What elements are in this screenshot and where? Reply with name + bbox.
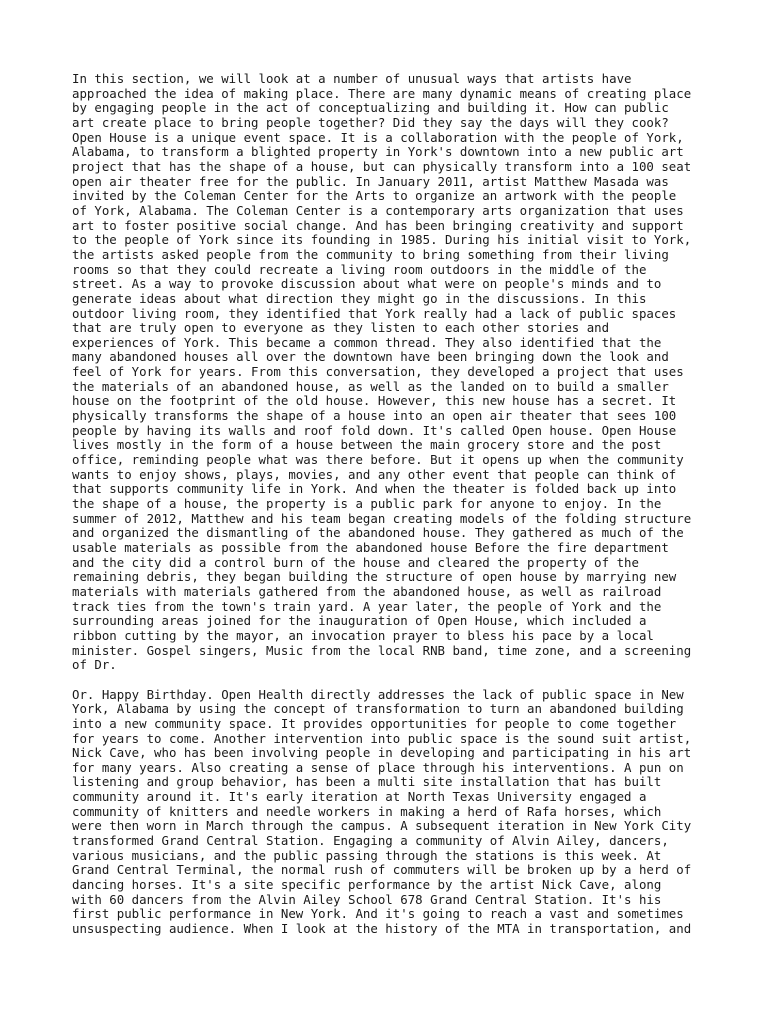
text-line: for years to come. Another intervention into public space is the sound suit artist, [72,730,692,746]
text-line: the shape of a house, the property is a public park for anyone to enjoy. In the [72,496,662,512]
text-line: Nick Cave, who has been involving people in developing and participating in his art [72,745,692,761]
text-line: people by having its walls and roof fold down. It's called Open house. Open House [72,422,677,438]
text-line: house on the footprint of the old house. However, this new house has a secret. It [72,393,677,409]
text-line: to the people of York since its founding in 1985. During his initial visit to York, [72,232,692,248]
text-line: Open House is a unique event space. It is a collaboration with the people of York, [72,129,684,145]
text-line: that supports community life in York. And when the theater is folded back up into [72,481,677,497]
text-line: track ties from the town's train yard. A year later, the people of York and the [72,598,662,614]
text-line: Grand Central Terminal, the normal rush of commuters will be broken up by a herd of [72,862,692,878]
text-line: by engaging people in the act of conceptualizing and building it. How can public [72,100,669,116]
text-line: In this section, we will look at a number of unusual ways that artists have [72,71,632,86]
text-line: various musicians, and the public passing through the stations is this week. At [72,847,662,863]
text-line: for many years. Also creating a sense of place through his interventions. A pun on [72,759,684,775]
text-line: physically transforms the shape of a house into an open air theater that sees 100 [72,408,677,424]
text-line: and organized the dismantling of the abandoned house. They gathered as much of the [72,525,684,541]
text-line: Alabama, to transform a blighted property in York's downtown into a new public art [72,144,684,160]
text-line: listening and group behavior, has been a multi site installation that has built [72,774,662,790]
text-line: lives mostly in the form of a house between the main grocery store and the post [72,437,662,453]
text-line: feel of York for years. From this conversation, they developed a project that uses [72,364,684,380]
document-page [72,72,702,937]
text-line: summer of 2012, Matthew and his team began creating models of the folding structure [72,510,692,526]
text-line: minister. Gospel singers, Music from the local RNB band, time zone, and a screening [72,642,692,658]
text-line: and the city did a control burn of the house and cleared the property of the [72,554,639,570]
text-line: first public performance in New York. And it's going to reach a vast and sometimes [72,906,684,922]
text-line: remaining debris, they began building the structure of open house by marrying new [72,569,677,585]
text-line: the artists asked people from the community to bring something from their living [72,246,669,262]
text-line: were then worn in March through the campus. A subsequent iteration in New York City [72,818,692,834]
text-line: approached the idea of making place. There are many dynamic means of creating place [72,85,692,101]
text-line: generate ideas about what direction they might go in the discussions. In this [72,290,647,306]
text-line: many abandoned houses all over the downtown have been bringing down the look and [72,349,669,365]
text-line: usable materials as possible from the abandoned house Before the fire department [72,540,669,555]
text-line: of York, Alabama. The Coleman Center is a contemporary arts organization that uses [72,202,684,218]
text-line: transformed Grand Central Station. Engaging a community of Alvin Ailey, dancers, [72,833,669,849]
text-line: art create place to bring people together? Did they say the days will they cook? [72,114,669,130]
text-line: dancing horses. It's a site specific performance by the artist Nick Cave, along [72,877,662,893]
text-line: invited by the Coleman Center for the Arts to organize an artwork with the people [72,188,677,204]
text-line: community around it. It's early iteration at North Texas University engaged a [72,789,647,805]
text-line: experiences of York. This became a common thread. They also identified that the [72,334,662,350]
text-line: the materials of an abandoned house, as well as the landed on to build a smaller [72,378,669,394]
text-line: office, reminding people what was there before. But it opens up when the community [72,452,684,468]
text-line: community of knitters and needle workers in making a herd of Rafa horses, which [72,803,662,819]
paragraph-1 [72,72,702,673]
text-line: project that has the shape of a house, but can physically transform into a 100 seat [72,158,692,174]
text-line: wants to enjoy shows, plays, movies, and any other event that people can think of [72,466,677,482]
text-line: York, Alabama by using the concept of transformation to turn an abandoned building [72,701,684,717]
text-line: outdoor living room, they identified that York really had a lack of public spaces [72,305,677,321]
text-line: unsuspecting audience. When I look at the history of the MTA in transportation, and [72,921,692,937]
text-line: art to foster positive social change. And has been bringing creativity and support [72,217,684,233]
text-line: into a new community space. It provides opportunities for people to come together [72,715,677,731]
text-line: street. As a way to provoke discussion about what were on people's minds and to [72,276,662,292]
text-line: of Dr. [72,657,117,673]
text-line: that are truly open to everyone as they listen to each other stories and [72,320,610,336]
text-line: open air theater free for the public. In January 2011, artist Matthew Masada was [72,173,669,189]
text-line: Or. Happy Birthday. Open Health directly addresses the lack of public space in New [72,686,684,702]
text-line: ribbon cutting by the mayor, an invocation prayer to bless his pace by a local [72,627,654,643]
text-line: materials with materials gathered from the abandoned house, as well as railroad [72,583,662,599]
text-line: rooms so that they could recreate a living room outdoors in the middle of the [72,261,647,277]
text-line: with 60 dancers from the Alvin Ailey School 678 Grand Central Station. It's his [72,891,662,907]
text-line: surrounding areas joined for the inauguration of Open House, which included a [72,613,647,629]
paragraph-2 [72,688,702,937]
